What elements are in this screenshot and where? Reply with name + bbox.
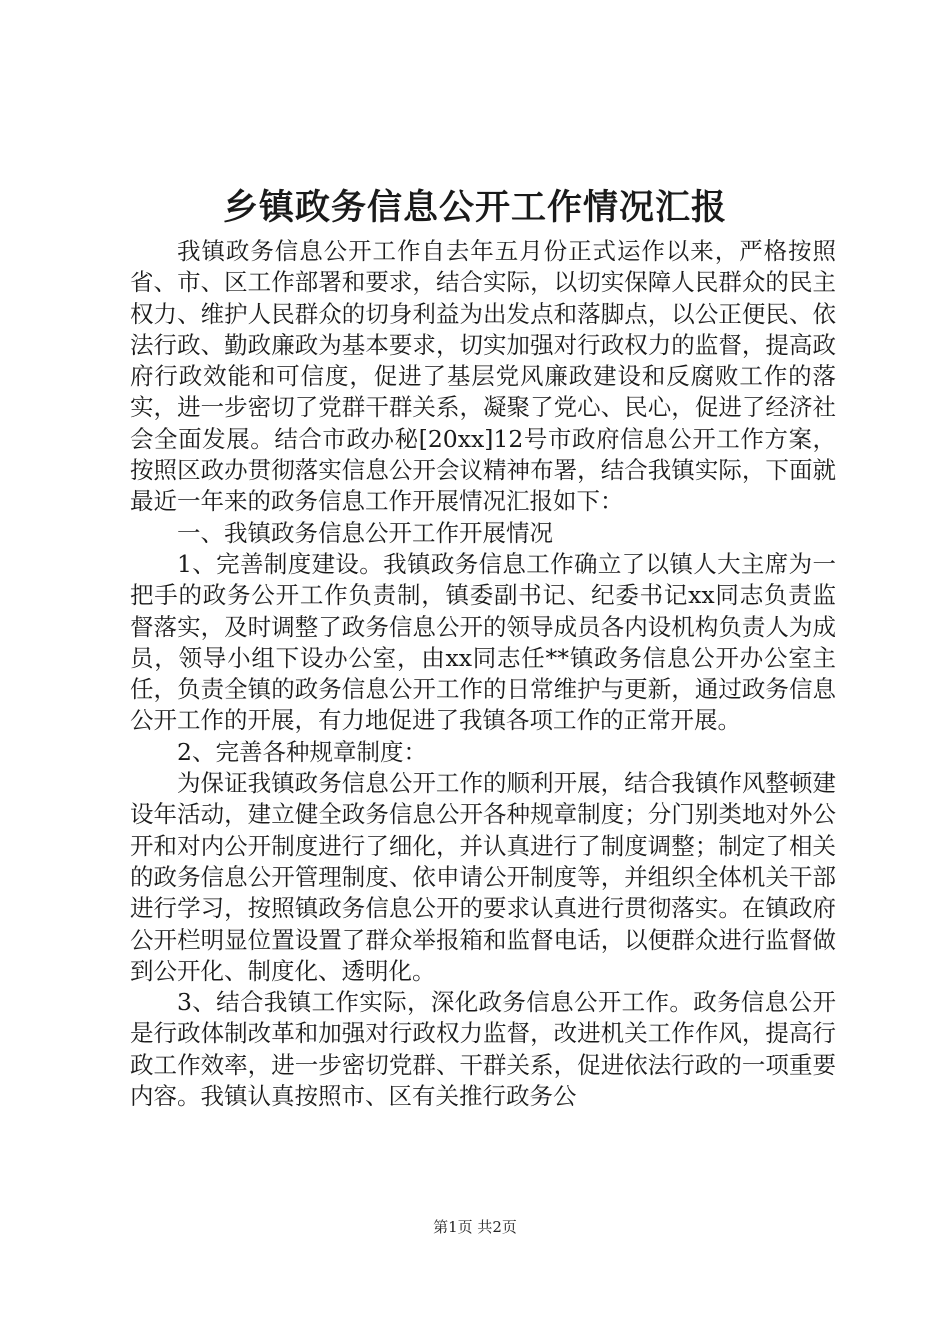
paragraph-item-1: 1、完善制度建设。我镇政务信息工作确立了以镇人大主席为一把手的政务公开工作负责制，镇委副书记、纪委书记xx同志负责监督落实，及时调整了政务信息公开的领导成员各内设机构负责人为成员，领导小组下设办公室，由xx同志任**镇政务信息公开办公室主任，负责全镇的政务信息公开工作的日常维护与更新，通过政务信息公开工作的开展，有力地促进了我镇各项工作的正常开展。 (130, 549, 836, 735)
paragraph-intro: 我镇政务信息公开工作自去年五月份正式运作以来，严格按照省、市、区工作部署和要求，结合实际，以切实保障人民群众的民主权力、维护人民群众的切身利益为出发点和落脚点，以公正便民、依法行政、勤政廉政为基本要求，切实加强对行政权力的监督，提高政府行政效能和可信度，促进了基层党风廉政建设和反腐败工作的落实，进一步密切了党群干群关系，凝聚了党心、民心，促进了经济社会全面发展。结合市政办秘[20xx]12号市政府信息公开工作方案，按照区政办贯彻落实信息公开会议精神布署，结合我镇实际，下面就最近一年来的政务信息工作开展情况汇报如下： (130, 237, 836, 516)
document-body (130, 236, 836, 1112)
paragraph-item-2-heading: 2、完善各种规章制度： (177, 737, 427, 766)
paragraph-item-2-body: 为保证我镇政务信息公开工作的顺利开展，结合我镇作风整顿建设年活动，建立健全政务信息公开各种规章制度；分门别类地对外公开和对内公开制度进行了细化，并认真进行了制度调整；制定了相关的政务信息公开管理制度、依申请公开制度等，并组织全体机关干部进行学习，按照镇政务信息公开的要求认真进行贯彻落实。在镇政府公开栏明显位置设置了群众举报箱和监督电话，以便群众进行监督做到公开化、制度化、透明化。 (130, 769, 836, 985)
paragraph-item-3: 3、结合我镇工作实际，深化政务信息公开工作。政务信息公开是行政体制改革和加强对行政权力监督，改进机关工作作风，提高行政工作效率，进一步密切党群、干群关系，促进依法行政的一项重要内容。我镇认真按照市、区有关推行政务公 (130, 988, 836, 1111)
section-heading: 一、我镇政务信息公开工作开展情况 (177, 518, 553, 547)
document-title: 乡镇政务信息公开工作情况汇报 (222, 187, 727, 228)
page-number-footer: 第1页 共2页 (433, 1218, 517, 1236)
